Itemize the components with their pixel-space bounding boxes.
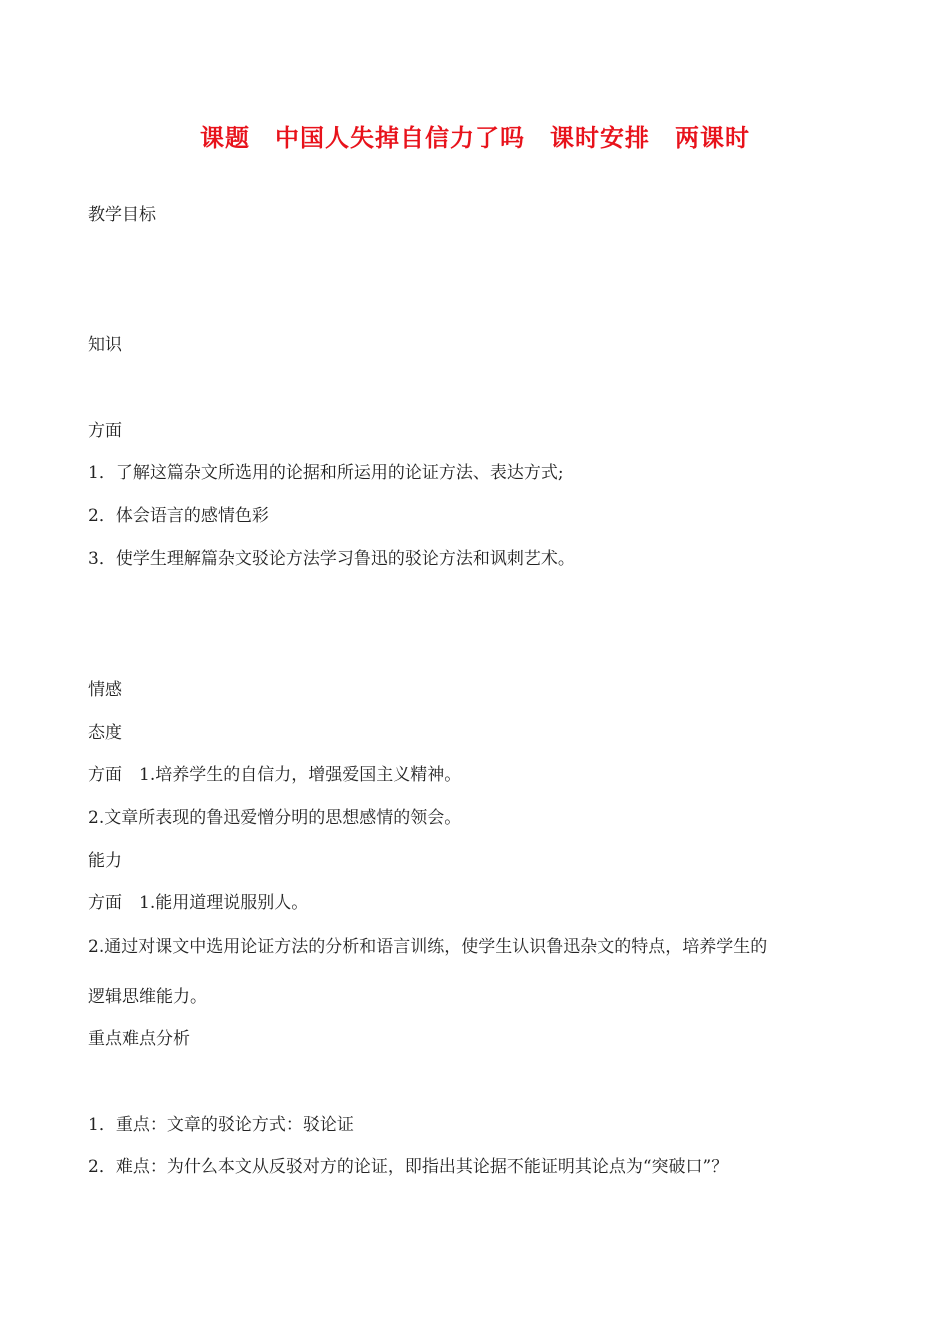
emotion-label: 情感 <box>88 680 122 700</box>
attitude-label: 态度 <box>88 723 122 743</box>
emotion-item-1: 方面 1.培养学生的自信力，增强爱国主义精神。 <box>88 765 462 785</box>
key-points-heading: 重点难点分析 <box>88 1029 190 1049</box>
ability-item-1: 方面 1.能用道理说服别人。 <box>88 893 309 913</box>
ability-item-2-line-2: 逻辑思维能力。 <box>88 987 207 1007</box>
knowledge-label: 知识 <box>88 335 122 355</box>
knowledge-item-3: 3．使学生理解篇杂文驳论方法学习鲁迅的驳论方法和讽刺艺术。 <box>88 549 575 569</box>
key-point-2: 2．难点：为什么本文从反驳对方的论证，即指出其论据不能证明其论点为“突破口”？ <box>88 1157 729 1177</box>
knowledge-item-1: 1．了解这篇杂文所选用的论据和所运用的论证方法、表达方式; <box>88 463 564 483</box>
document-title: 课题 中国人失掉自信力了吗 课时安排 两课时 <box>200 123 750 152</box>
emotion-item-2: 2.文章所表现的鲁迅爱憎分明的思想感情的领会。 <box>88 808 462 828</box>
knowledge-aspect-label: 方面 <box>88 421 122 441</box>
knowledge-item-2: 2．体会语言的感情色彩 <box>88 506 269 526</box>
ability-item-2-line-1: 2.通过对课文中选用论证方法的分析和语言训练，使学生认识鲁迅杂文的特点，培养学生的 <box>88 937 768 957</box>
key-point-1: 1．重点：文章的驳论方式：驳论证 <box>88 1115 354 1135</box>
teaching-goals-heading: 教学目标 <box>88 205 156 225</box>
ability-label: 能力 <box>88 851 122 871</box>
